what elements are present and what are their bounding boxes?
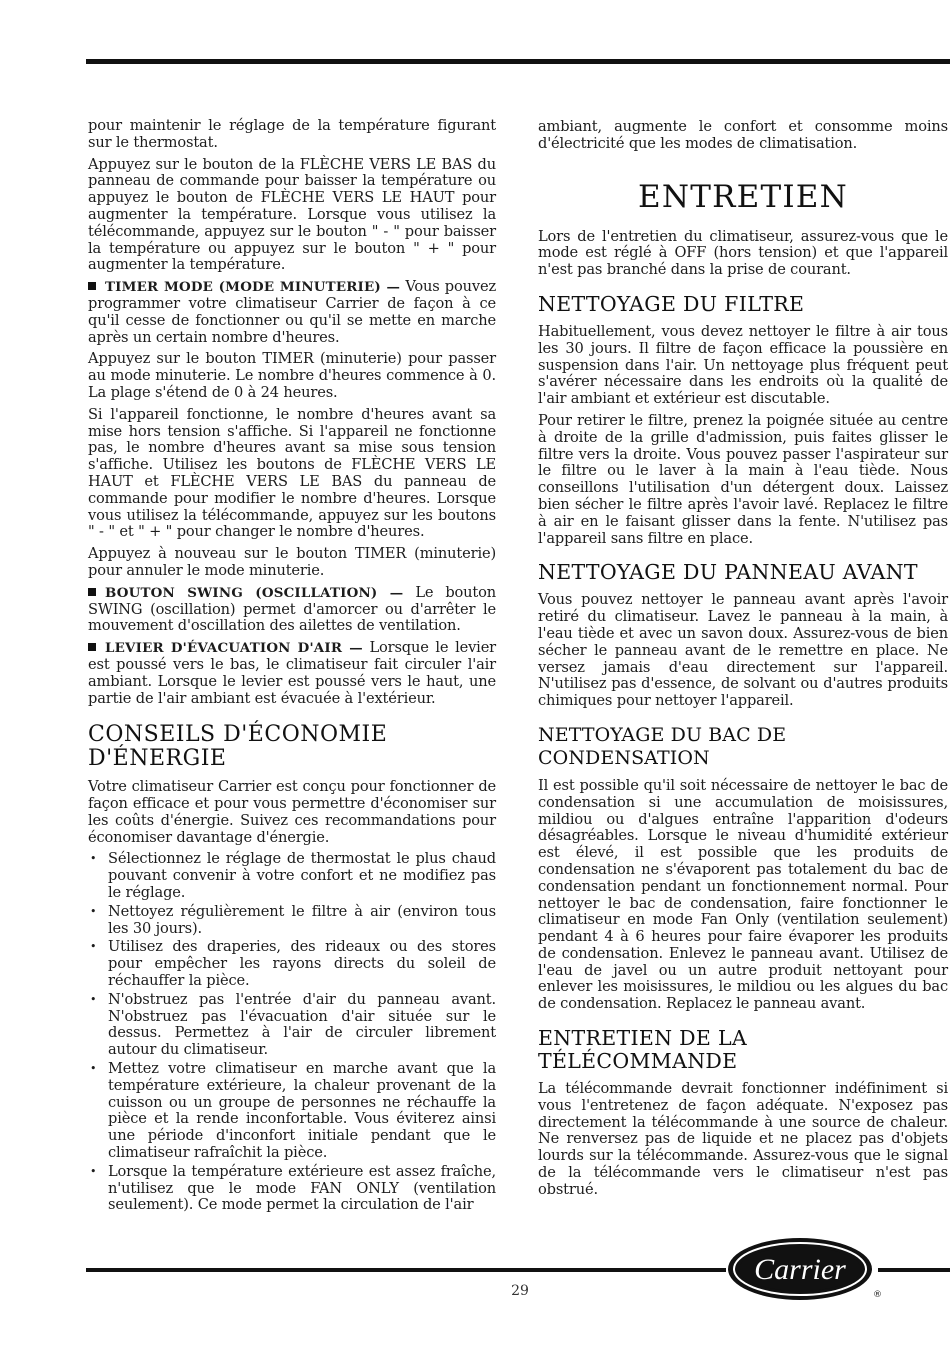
energy-tips-list bbox=[88, 851, 496, 1214]
bottom-rule bbox=[86, 1268, 726, 1272]
list-item: • Mettez votre climatiseur en marche avant que la température extérieure, la chaleur provenant de la cuisson ou un groupe de personnes ne réchauffe la pièce et la rende inconfortable. Vous éviterez ainsi une période d'inconfort initiale pendant que le climatiseur rafraîchit la pièce. bbox=[88, 1061, 496, 1162]
right-column bbox=[538, 119, 948, 1204]
page-number: 29 bbox=[511, 1283, 529, 1299]
paragraph: Si l'appareil fonctionne, le nombre d'heures avant sa mise hors tension s'affiche. Si l'appareil ne fonctionne pas, le nombre d'heures avant sa mise sous tension s'affiche. Utilisez les boutons de FLÈCHE VERS LE HAUT et FLÈCHE VERS LE BAS du panneau de commande pour modifier le nombre d'heures. Lorsque vous utilisez la télécommande, appuyez sur les boutons " - " et " + " pour changer le nombre d'heures. bbox=[88, 405, 496, 541]
registered-mark: ® bbox=[873, 1290, 882, 1300]
list-item: • Sélectionnez le réglage de thermostat le plus chaud pouvant convenir à votre confort et ne modifiez pas le réglage. bbox=[88, 851, 496, 901]
paragraph: Appuyez à nouveau sur le bouton TIMER (minuterie) pour annuler le mode minuterie. bbox=[88, 545, 496, 579]
list-item: • N'obstruez pas l'entrée d'air du panneau avant. N'obstruez pas l'évacuation d'air située sur le dessus. Permettez à l'air de circuler librement autour du climatiseur. bbox=[88, 992, 496, 1059]
swing-item bbox=[88, 585, 496, 635]
item-text: Vous pouvez programmer votre climatiseur Carrier de façon à ce qu'il cesse de fonctionner ou qu'il se mette en marche après un certain nombre d'heures. bbox=[88, 278, 496, 346]
paragraph: Votre climatiseur Carrier est conçu pour fonctionner de façon efficace et pour vous permettre d'économiser sur les coûts d'énergie. Suivez ces recommandations pour économiser davantage d'énergie. bbox=[88, 778, 496, 846]
item-heading: LEVIER D'ÉVACUATION D'AIR — bbox=[105, 640, 363, 657]
paragraph: La télécommande devrait fonctionner indéfiniment si vous l'entretenez de façon adéquate. N'exposez pas directement la télécommande à une source de chaleur. Ne renversez pas de liquide et ne placez pas d'objets lourds sur la télécommande. Assurez-vous que le signal de la télécommande vers le climatiseur n'est pas obstrué. bbox=[538, 1080, 948, 1198]
square-bullet-icon bbox=[88, 588, 96, 596]
list-item: • Nettoyez régulièrement le filtre à air (environ tous les 30 jours). bbox=[88, 904, 496, 938]
paragraph: Pour retirer le filtre, prenez la poignée située au centre à droite de la grille d'admission, puis faites glisser le filtre vers la droite. Vous pouvez passer l'aspirateur sur le filtre ou le laver à la main à l'eau tiède. Nous conseillons l'utilisation d'un détergent doux. Laissez bien sécher le filtre après l'avoir lavé. Replacez le filtre à air en le faisant glisser dans la fente. N'utilisez pas l'appareil sans filtre en place. bbox=[538, 411, 948, 547]
left-column bbox=[88, 118, 496, 1216]
paragraph: Habituellement, vous devez nettoyer le filtre à air tous les 30 jours. Il filtre de façon efficace la poussière en suspension dans l'air. Un nettoyage plus fréquent peut s'avérer nécessaire dans les endroits où la qualité de l'air ambiant et extérieur est discutable. bbox=[538, 322, 948, 408]
paragraph: pour maintenir le réglage de la température figurant sur le thermostat. bbox=[88, 117, 496, 151]
paragraph: Il est possible qu'il soit nécessaire de nettoyer le bac de condensation si une accumulation de moisissures, mildiou ou d'algues entraîne l'apparition d'odeurs désagréables. Lorsque le niveau d'humidité extérieur est élevé, il est possible que les produits de condensation ne s'évaporent pas totalement du bac de condensation pendant un fonctionnement normal. Pour nettoyer le bac de condensation, faire fonctionner le climatiseur en mode Fan Only (ventilation seulement) pendant 4 à 6 heures pour faire évaporer les produits de condensation. Enlevez le panneau avant. Utilisez de l'eau de javel ou un autre produit nettoyant pour enlever les moisissures, le mildiou ou les algues du bac de condensation. Replacez le panneau avant. bbox=[538, 776, 948, 1013]
bottom-rule bbox=[878, 1268, 950, 1272]
item-text: Le bouton SWING (oscillation) permet d'amorcer ou d'arrêter le mouvement d'oscillation des ailettes de ventilation. bbox=[88, 583, 497, 635]
section-heading-remote: ENTRETIEN DE LA TÉLÉCOMMANDE bbox=[538, 1026, 747, 1074]
page-title: ENTRETIEN bbox=[638, 178, 848, 215]
paragraph: Appuyez sur le bouton de la FLÈCHE VERS LE BAS du panneau de commande pour baisser la température ou appuyez le bouton de FLÈCHE VERS LE HAUT pour augmenter la température. Lorsque vous utilisez la télécommande, appuyez sur le bouton " - " pour baisser la température ou appuyez sur le bouton " + " pour augmenter la température. bbox=[88, 155, 496, 274]
section-heading-filter: NETTOYAGE DU FILTRE bbox=[538, 291, 805, 316]
square-bullet-icon bbox=[88, 643, 96, 651]
air-lever-item bbox=[88, 640, 496, 707]
timer-mode-item bbox=[88, 279, 496, 346]
list-item: • Utilisez des draperies, des rideaux ou des stores pour empêcher les rayons directs du soleil de réchauffer la pièce. bbox=[88, 939, 496, 989]
paragraph: Appuyez sur le bouton TIMER (minuterie) pour passer au mode minuterie. Le nombre d'heures commence à 0. La plage s'étend de 0 à 24 heures. bbox=[88, 350, 496, 401]
section-heading-front-panel: NETTOYAGE DU PANNEAU AVANT bbox=[538, 560, 918, 585]
square-bullet-icon bbox=[88, 282, 96, 290]
item-heading: BOUTON SWING (OSCILLATION) — bbox=[105, 584, 404, 601]
list-item: • Lorsque la température extérieure est assez fraîche, n'utilisez que le mode FAN ONLY (ventilation seulement). Ce mode permet la circulation de l'air bbox=[88, 1164, 496, 1214]
paragraph: ambiant, augmente le confort et consomme moins d'électricité que les modes de climatisation. bbox=[538, 118, 948, 152]
paragraph: Lors de l'entretien du climatiseur, assurez-vous que le mode est réglé à OFF (hors tension) et que l'appareil n'est pas branché dans la prise de courant. bbox=[538, 227, 948, 279]
section-heading-energy: CONSEILS D'ÉCONOMIE D'ÉNERGIE bbox=[88, 722, 388, 772]
item-heading: TIMER MODE (MODE MINUTERIE) — bbox=[105, 279, 401, 296]
top-rule bbox=[86, 59, 950, 64]
item-text: Lorsque le levier est poussé vers le bas, le climatiseur fait circuler l'air ambiant. Lorsque le levier est poussé vers le haut, une partie de l'air ambiant est évacuée à l'extérieur. bbox=[88, 639, 497, 707]
section-heading-condensation-pan: NETTOYAGE DU BAC DE CONDENSATION bbox=[538, 723, 787, 769]
carrier-logo bbox=[726, 1236, 874, 1302]
logo-text: Carrier bbox=[754, 1253, 846, 1286]
paragraph: Vous pouvez nettoyer le panneau avant après l'avoir retiré du climatiseur. Lavez le panneau à la main, à l'eau tiède et avec un savon doux. Assurez-vous de bien sécher le panneau avant de le remettre en place. Ne versez jamais d'eau directement sur l'appareil. N'utilisez pas d'essence, de solvant ou d'autres produits chimiques pour nettoyer l'appareil. bbox=[538, 591, 948, 710]
